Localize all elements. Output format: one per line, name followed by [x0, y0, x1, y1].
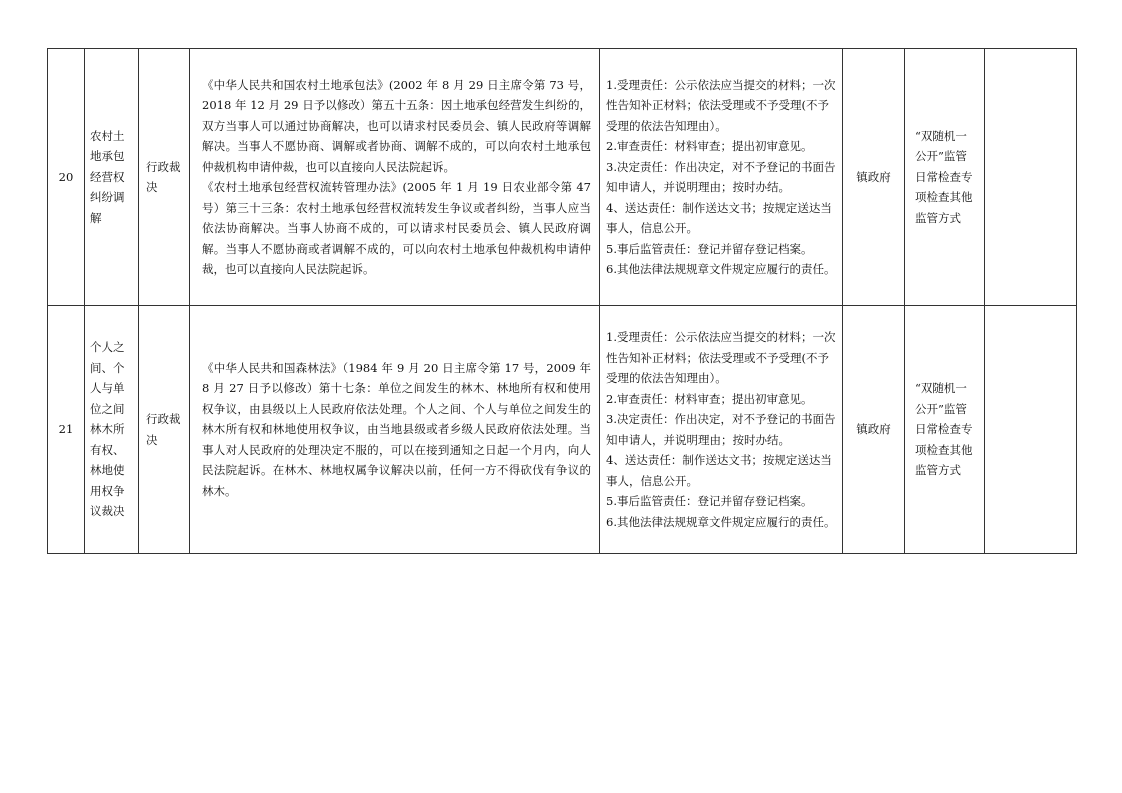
responsibility-line: 3.决定责任：作出决定，对不予登记的书面告知申请人，并说明理由；按时办结。 — [606, 412, 836, 447]
responsibility-line: 6.其他法律法规规章文件规定应履行的责任。 — [606, 514, 836, 529]
remark-cell — [985, 306, 1077, 554]
item-number-cell: 21 — [48, 306, 85, 554]
item-number-cell: 20 — [48, 49, 85, 306]
table-row — [48, 49, 1077, 306]
item-type-cell: 行政裁决 — [139, 306, 190, 554]
responsibility-cell — [600, 306, 843, 554]
responsibility-line: 4、送达责任：制作送达文书；按规定送达当事人，信息公开。 — [606, 200, 832, 235]
supervision-cell: “双随机一公开”监管日常检查专项检查其他监管方式 — [905, 49, 985, 306]
legal-basis-cell — [190, 306, 600, 554]
power-list-table — [47, 48, 1077, 554]
responsibility-line: 1.受理责任：公示依法应当提交的材料；一次性告知补正材料；依法受理或不予受理(不予受理的依法告知理由）。 — [606, 77, 836, 133]
responsibility-line: 2.审查责任：材料审查；提出初审意见。 — [606, 139, 813, 153]
item-name-cell: 个人之间、个人与单位之间林木所有权、林地使用权争议裁决 — [85, 306, 139, 554]
responsibility-cell — [600, 49, 843, 306]
responsibility-line: 3.决定责任：作出决定，对不予登记的书面告知申请人，并说明理由；按时办结。 — [606, 159, 836, 194]
department-cell: 镇政府 — [843, 49, 905, 306]
responsibility-line: 2.审查责任：材料审查；提出初审意见。 — [606, 391, 813, 406]
legal-basis-paragraph: 《中华人民共和国农村土地承包法》(2002 年 8 月 29 日主席令第 73 号，2018 年 12 月 29 日予以修改）第五十五条：因土地承包经营发生纠纷的，双方当事人可以通过协商解决，也可以请求村民委员会、镇人民政府等调解解决。当事人不愿协商、调解或者协商、调解不成的，可以向农村土地承包仲裁机构申请仲裁，也可以直接向人民法院起诉。 — [202, 77, 591, 174]
item-type-cell: 行政裁决 — [139, 49, 190, 306]
responsibility-line: 1.受理责任：公示依法应当提交的材料；一次性告知补正材料；依法受理或不予受理(不予受理的依法告知理由）。 — [606, 330, 836, 385]
responsibility-line: 4、送达责任：制作送达文书；按规定送达当事人，信息公开。 — [606, 453, 832, 488]
legal-basis-cell — [190, 49, 600, 306]
supervision-cell: “双随机一公开”监管日常检查专项检查其他监管方式 — [905, 306, 985, 554]
responsibility-line: 5.事后监管责任：登记并留存登记档案。 — [606, 241, 813, 256]
remark-cell — [985, 49, 1077, 306]
department-cell: 镇政府 — [843, 306, 905, 554]
responsibility-line: 5.事后监管责任：登记并留存登记档案。 — [606, 494, 813, 508]
table-row — [48, 306, 1077, 554]
legal-basis-paragraph: 《农村土地承包经营权流转管理办法》(2005 年 1 月 19 日农业部令第 47 号）第三十三条：农村土地承包经营权流转发生争议或者纠纷，当事人应当依法协商解决。当事人协商不成的，可以请求村民委员会、镇人民政府调解。当事人不愿协商或者调解不成的，可以向农村土地承包仲裁机构申请仲裁，也可以直接向人民法院起诉。 — [202, 180, 591, 276]
responsibility-line: 6.其他法律法规规章文件规定应履行的责任。 — [606, 262, 836, 276]
legal-basis-paragraph: 《中华人民共和国森林法》（1984 年 9 月 20 日主席令第 17 号，2009 年 8 月 27 日予以修改）第十七条：单位之间发生的林木、林地所有权和使用权争议，由县级以上人民政府依法处理。个人之间、个人与单位之间发生的林木所有权和林地使用权争议，由当地县级或者乡级人民政府依法处理。当事人对人民政府的处理决定不服的，可以在接到通知之日起一个月内，向人民法院起诉。在林木、林地权属争议解决以前，任何一方不得砍伐有争议的林木。 — [202, 360, 591, 498]
item-name-cell: 农村土地承包经营权纠纷调解 — [85, 49, 139, 306]
